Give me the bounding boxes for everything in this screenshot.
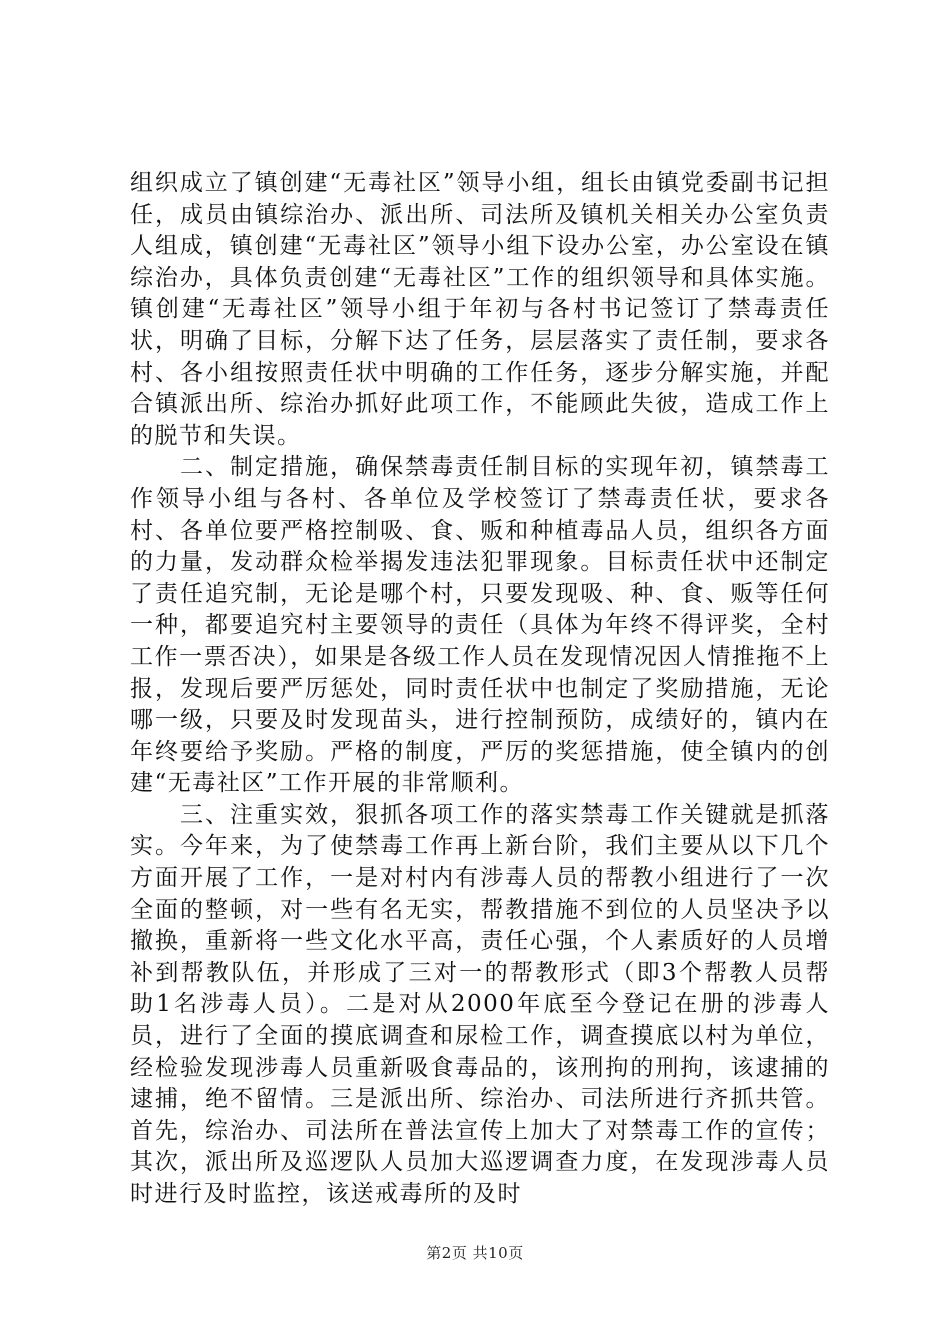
- paragraph-3: 三、注重实效，狠抓各项工作的落实禁毒工作关键就是抓落实。今年来，为了使禁毒工作再上新台阶，我们主要从以下几个方面开展了工作，一是对村内有涉毒人员的帮教小组进行了一次全面的整顿，对一些有名无实，帮教措施不到位的人员坚决予以撤换，重新将一些文化水平高，责任心强，个人素质好的人员增补到帮教队伍，并形成了三对一的帮教形式（即3个帮教人员帮助1名涉毒人员）。二是对从2000年底至今登记在册的涉毒人员，进行了全面的摸底调查和尿检工作，调查摸底以村为单位，经检验发现涉毒人员重新吸食毒品的，该刑拘的刑拘，该逮捕的逮捕，绝不留情。三是派出所、综治办、司法所进行齐抓共管。首先，综治办、司法所在普法宣传上加大了对禁毒工作的宣传；其次，派出所及巡逻队人员加大巡逻调查力度，在发现涉毒人员时进行及时监控，该送戒毒所的及时: [130, 801, 830, 1207]
- document-body: [130, 168, 830, 1211]
- paragraph-2: 二、制定措施，确保禁毒责任制目标的实现年初，镇禁毒工作领导小组与各村、各单位及学校签订了禁毒责任状，要求各村、各单位要严格控制吸、食、贩和种植毒品人员，组织各方面的力量，发动群众检举揭发违法犯罪现象。目标责任状中还制定了责任追究制，无论是哪个村，只要发现吸、种、食、贩等任何一种，都要追究村主要领导的责任（具体为年终不得评奖，全村工作一票否决），如果是各级工作人员在发现情况因人情推拖不上报，发现后要严厉惩处，同时责任状中也制定了奖励措施，无论哪一级，只要及时发现苗头，进行控制预防，成绩好的，镇内在年终要给予奖励。严格的制度，严厉的奖惩措施，使全镇内的创建“无毒社区”工作开展的非常顺利。: [130, 454, 830, 797]
- paragraph-1: 组织成立了镇创建“无毒社区”领导小组，组长由镇党委副书记担任，成员由镇综治办、派出所、司法所及镇机关相关办公室负责人组成，镇创建“无毒社区”领导小组下设办公室，办公室设在镇综治办，具体负责创建“无毒社区”工作的组织领导和具体实施。镇创建“无毒社区”领导小组于年初与各村书记签订了禁毒责任状，明确了目标，分解下达了任务，层层落实了责任制，要求各村、各小组按照责任状中明确的工作任务，逐步分解实施，并配合镇派出所、综治办抓好此项工作，不能顾此失彼，造成工作上的脱节和失误。: [130, 170, 830, 449]
- page-footer: 第2页 共10页: [426, 1244, 524, 1262]
